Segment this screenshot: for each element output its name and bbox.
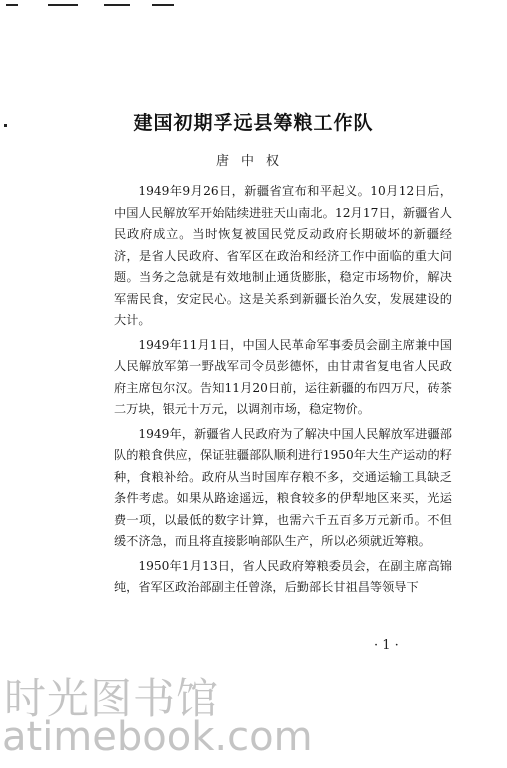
article-title: 建国初期孚远县筹粮工作队	[133, 112, 374, 134]
article-body	[114, 181, 452, 602]
scan-mark-top-2	[48, 4, 78, 6]
watermark-url: atimebook.com	[2, 714, 313, 760]
paragraph-3: 1949年，新疆省人民政府为了解决中国人民解放军进疆部队的粮食供应，保证驻疆部队顺利进行1950年大生产运动的籽种，食粮补给。政府从当时国库存粮不多，交通运输工具缺乏条件考虑。如果从路途遥远，粮食较多的伊犁地区来买，光运费一项，以最低的数字计算，也需六千五百多万元新币。不但缓不济急，而且将直接影响部队生产，所以必须就近筹粮。	[114, 426, 452, 548]
paragraph-2: 1949年11月1日，中国人民革命军事委员会副主席兼中国人民解放军第一野战军司令员彭德怀，由甘肃省复电省人民政府主席包尔汉。告知11月20日前，运往新疆的布四万尺，砖茶二万块，银元十万元，以调剂市场，稳定物价。	[114, 337, 452, 416]
article-author: 唐中权	[215, 154, 291, 169]
page-number: · 1 ·	[374, 638, 399, 653]
watermark-chinese: 时光图书馆	[4, 674, 220, 723]
scan-mark-top-4	[152, 4, 174, 6]
paragraph-4: 1950年1月13日，省人民政府筹粮委员会，在副主席高锦纯，省军区政治部副主任曾涤，后勤部长甘祖昌等领导下	[114, 558, 452, 594]
scan-mark-top-3	[104, 4, 130, 6]
paragraph-1: 1949年9月26日，新疆省宣布和平起义。10月12日后，中国人民解放军开始陆续进驻天山南北。12月17日，新疆省人民政府成立。当时恢复被国民党反动政府长期破坏的新疆经济，是省人民政府、省军区在政治和经济工作中面临的重大问题。当务之急就是有效地制止通货膨胀，稳定市场物价，解决军需民食，安定民心。这是关系到新疆长治久安，发展建设的大计。	[114, 184, 452, 327]
scan-mark-top-1	[6, 4, 18, 6]
